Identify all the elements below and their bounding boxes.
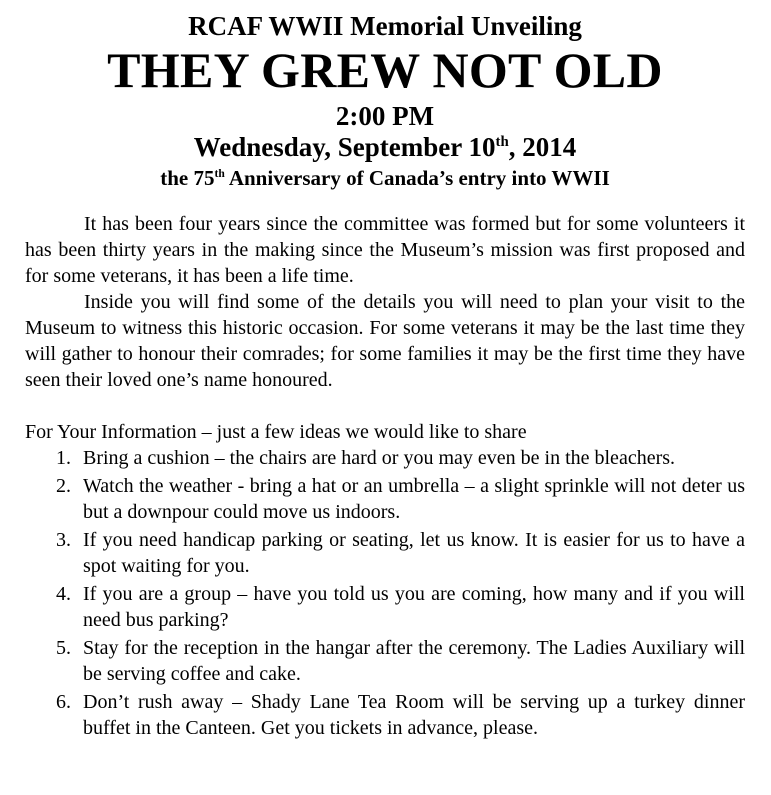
list-item-text: Stay for the reception in the hangar after the ceremony. The Ladies Auxiliary will be serving coffee and cake. — [83, 637, 745, 685]
intro-paragraph-1: It has been four years since the committee was formed but for some volunteers it has been thirty years in the making since the Museum’s mission was first proposed and for some veterans, it has been a life time. — [25, 213, 745, 287]
event-date-ordinal: th — [495, 134, 509, 150]
list-item — [25, 689, 745, 741]
event-date-year: , 2014 — [508, 132, 577, 162]
anniversary-text: the 75 — [160, 166, 215, 190]
page-title: THEY GREW NOT OLD — [107, 42, 663, 98]
anniversary-ordinal: th — [214, 168, 225, 180]
list-item — [25, 445, 745, 471]
anniversary-line — [25, 163, 745, 193]
list-item — [25, 581, 745, 633]
list-item-text: If you need handicap parking or seating, let us know. It is easier for us to have a spot waiting for you. — [83, 529, 745, 577]
list-item-text: Watch the weather - bring a hat or an umbrella – a slight sprinkle will not deter us but a downpour could move us indoors. — [83, 475, 745, 523]
anniversary-rest: Anniversary of Canada’s entry into WWII — [224, 166, 610, 190]
list-item — [25, 527, 745, 579]
event-heading: RCAF WWII Memorial Unveiling — [188, 11, 582, 41]
list-item-number: 1. — [56, 447, 71, 469]
tips-list — [25, 445, 745, 741]
list-item-text: Bring a cushion – the chairs are hard or you may even be in the bleachers. — [83, 447, 676, 469]
list-item — [25, 473, 745, 525]
list-item-text: Don’t rush away – Shady Lane Tea Room will be serving up a turkey dinner buffet in the Canteen. Get you tickets in advance, please. — [83, 691, 745, 739]
intro-paragraph-2: Inside you will find some of the details you will need to plan your visit to the Museum to witness this historic occasion. For some veterans it may be the last time they will gather to honour their comrades; for some families it may be the first time they have seen their loved one’s name honoured. — [25, 291, 745, 391]
info-heading: For Your Information – just a few ideas we would like to share — [25, 421, 527, 443]
list-item-number: 3. — [56, 529, 71, 551]
event-date-text: Wednesday, September 10 — [193, 132, 496, 162]
list-item-number: 4. — [56, 583, 71, 605]
list-item-number: 6. — [56, 691, 71, 713]
list-item — [25, 635, 745, 687]
event-time: 2:00 PM — [335, 101, 435, 131]
event-date — [25, 131, 745, 163]
list-item-text: If you are a group – have you told us you are coming, how many and if you will need bus parking? — [83, 583, 745, 631]
intro-section — [25, 211, 745, 393]
list-item-number: 5. — [56, 637, 71, 659]
list-item-number: 2. — [56, 475, 71, 497]
